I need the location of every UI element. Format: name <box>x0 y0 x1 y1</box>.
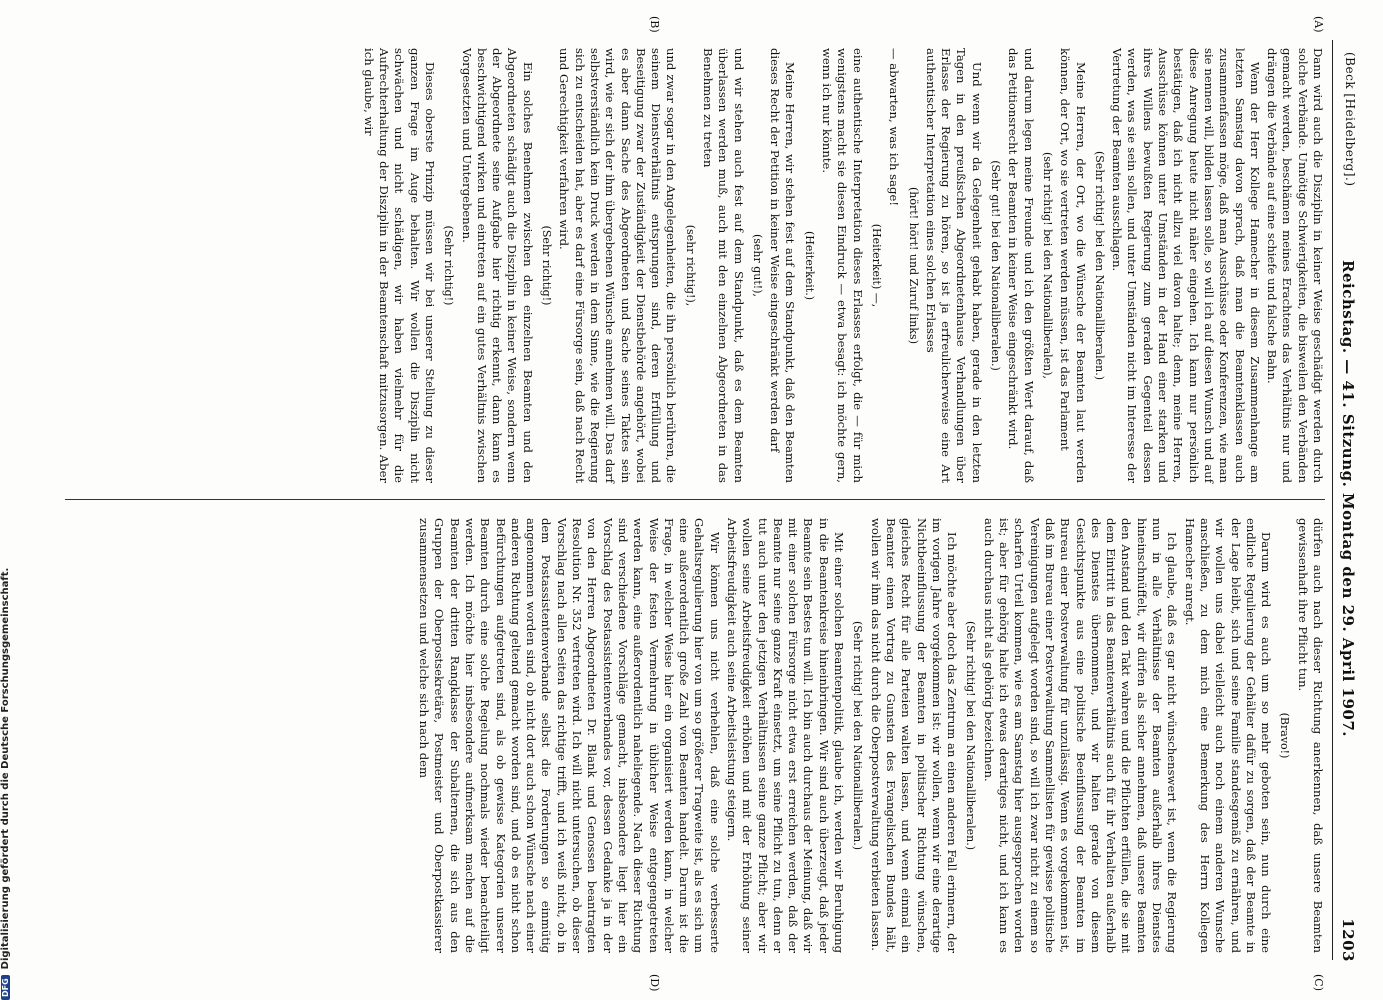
interjection: (Sehr richtig! bei den Nationalliberalen.) <box>964 620 978 850</box>
column-separator <box>65 499 1325 500</box>
digitization-credit <box>0 0 16 1000</box>
running-header <box>1333 30 1361 970</box>
header-speaker: (Beck [Heidelberg].) <box>1343 52 1357 187</box>
interjection: (Sehr richtig! bei den Nationalliberalen.) <box>1092 150 1106 380</box>
interjection: (Sehr richtig! bei den Nationalliberalen.) <box>851 620 865 850</box>
interjection: (Sehr richtig!) <box>442 225 456 306</box>
margin-marker-a: (A) <box>1312 16 1325 33</box>
paragraph: Dieses oberste Prinzip müssen wir bei unserer Stellung zu dieser ganzen Frage im Auge behalten. Wir wollen die Disziplin nicht schwächen und nicht schädigen, wir haben vielmehr für die Aufrechterhaltung der Disziplin in der Beamtenschaft mitzusorgen. Aber ich glaube, wir <box>361 48 437 483</box>
margin-marker-b: (B) <box>648 16 661 33</box>
margin-marker-d: (D) <box>648 974 661 992</box>
paragraph: Meine Herren, der Ort, wo die Wünsche der Beamten laut werden können, der Ort, wo sie vertreten werden müssen, ist das Parlament <box>1058 48 1088 483</box>
page-number: 1203 <box>1339 918 1357 962</box>
paragraph: Darum wird es auch um so mehr geboten sein, nun durch eine endliche Regulierung der Gehälter dafür zu sorgen, daß der Beamte in der Lage bleibt, sich und seine Familie standesgemäß zu ernähren, und wir wollen uns dabei vielleicht auch noch einem anderen Wunsche anschließen, zu dem mich eine Bemerkung des Herrn Kollegen Hamecher anregt. <box>1182 518 1274 953</box>
paragraph: Mit einer solchen Beamtenpolitik, glaube ich, werden wir Beruhigung in die Beamtenkreise hineinbringen. Wir sind auch überzeugt, daß jeder Beamte sein Bestes tun will. Ich bin auch durchaus der Meinung, daß wir mit einer solchen Fürsorge nicht etwa erst erreichen werden, daß der Beamte nur seine ganze Kraft einsetzt, um seine Pflicht zu tun, denn er tut auch unter den jetzigen Verhältnissen seine ganze Pflicht; aber wir wollen seine Arbeitsfreudigkeit erhöhen und mit der Erhöhung seiner Arbeitsfreudigkeit auch seine Arbeitsleistung steigern. <box>725 518 847 953</box>
interjection: (Heiterkeit.) <box>802 230 816 300</box>
text-column-left <box>358 48 1325 483</box>
paragraph: Meine Herren, wir stehen fest auf dem Standpunkt, daß den Beamten dieses Recht der Petition in keiner Weise eingeschränkt werden darf <box>768 48 798 483</box>
paragraph: Wir können uns nicht verhehlen, daß eine solche verbesserte Gehaltsregulierung hier von um so größerer Tragweite ist, als es sich um eine außerordentlich große Zahl von Beamten handelt. Darum ist die Frage, in welcher Weise hier ein organisiert werden kann, in welcher Weise der festen Vermehrung in üblicher Weise entgegengetreten werden kann, eine außerordentlich naheliegende. Nach dieser Richtung sind verschiedene Vorschläge gemacht, insbesondere liegt hier ein Vorschlag des Postassistentenverbandes vor, dessen Gedanke ja in der von den Herren Abgeordneten Dr. Blank und Genossen beantragten Resolution Nr. 352 vertreten wird. Ich will nicht untersuchen, ob dieser Vorschlag nach allen Seiten das richtige trifft, und ich weiß nicht, ob in dem Postassistentenverbande selbst die Forderungen so einmütig angenommen worden sind, ob nicht dort auch schon Wünsche nach einer anderen Richtung geltend gemacht worden sind, und ob es nicht schon Befürchtungen aufgetreten sind, als ob gewisse Kategorien unserer Beamten durch eine solche Regelung nochmals wieder benachteiligt werden. Ich möchte hier insbesondere aufmerksam machen auf die Beamten der dritten Rangklasse der Subalternen, die sich aus den Gruppen der Oberpostsekretäre, Postmeister und Oberpostkassierer zusammensetzen und welche sich nach dem <box>417 518 722 953</box>
paragraph: Ich glaube, daß es gar nicht wünschenswert ist, wenn die Regierung nun in alle Verhältnisse der Beamten außerhalb ihres Dienstes hineinschnüffelt, wir dürfen als sicher annehmen, daß unsere Beamten den Anstand und den Takt wahren und die Pflichten erfüllen, die sie mit dem Eintritt in das Beamtenverhältnis auch für ihr Verhalten außerhalb des Dienstes übernommen, und wir halten gerade von diesem Gesichtspunkte aus eine politische Beeinflussung der Beamten im Bureau einer Postverwaltung für unzulässig. Wenn es vorgekommen ist, daß im Bureau einer Postverwaltung Sammellisten für gewisse politische Vereinigungen aufgelegt worden sind, so will ich zwar nicht zu einem so scharfen Urteil kommen, wie es am Samstag hier ausgesprochen worden ist; aber für gehörig halte ich etwas derartiges nicht, und ich kann es auch durchaus nicht als gehörig bezeichnen. <box>981 518 1180 953</box>
interjection: (Sehr gut! bei den Nationalliberalen.) <box>989 160 1003 371</box>
interjection: (Sehr richtig!) <box>540 225 554 306</box>
interjection: (Heiterkeit) —, <box>869 223 883 308</box>
interjection: (sehr gut!), <box>750 233 764 298</box>
interjection: (sehr richtig!), <box>683 224 697 307</box>
digitization-credit-text: Digitalisierung gefördert durch die Deutsche Forschungsgemeinschaft. <box>0 567 11 970</box>
paragraph: und darum legen meine Freunde und ich den größten Wert darauf, daß das Petitionsrecht der Beamten in keiner Weise eingeschränkt wird. <box>1006 48 1036 483</box>
header-title: Reichstag. — 41. Sitzung. Montag den 29. April 1907. <box>1339 260 1357 738</box>
text-column-right <box>414 518 1325 953</box>
rotated-page-frame <box>46 16 1361 992</box>
paragraph: Ich möchte aber doch das Zentrum an einen anderen Fall erinnern, der im vorigen Jahre vorgekommen ist: wir wollen, wenn wir eine derartige Nichtbeeinflussung der Beamten in politischer Richtung wünschen, gleiches Recht für alle Parteien walten lassen, und wenn einmal ein Beamter einen Vortrag zu Gunsten des Evangelischen Bundes hält, wollen wir ihm das nicht durch die Oberpostverwaltung verbieten lassen. <box>868 518 960 953</box>
paragraph: Ein solches Benehmen zwischen den einzelnen Beamten und den Abgeordneten schädigt auch die Disziplin in keiner Weise, sondern wenn der Abgeordnete seine Aufgabe hier richtig erkennt, dann kann es beschwichtigend wirken und eintreten auf ein gutes Verhältnis zwischen Vorgesetzten und Untergebenen. <box>459 48 535 483</box>
paragraph: und wir stehen auch fest auf dem Standpunkt, daß es dem Beamten überlassen werden muß, auch mit den einzelnen Abgeordneten in das Benehmen zu treten <box>701 48 746 483</box>
paragraph: — abwarten, was ich sage! <box>887 48 902 206</box>
paragraph: Dann wird auch die Disziplin in keiner Weise geschädigt werden durch solche Verbände. Unnötige Schwierigkeiten, die bisweilen den Verbänden gemacht werden, beschämen meines Erachtens das Verhältnis nur und drängen die Verbände auf eine schiefe und falsche Bahn. <box>1265 48 1325 484</box>
paragraph: dürfen auch nach dieser Richtung anerkennen, daß unsere Beamten gewissenhaft ihre Pflicht tun. <box>1295 518 1325 953</box>
interjection: (hört! hört! und Zuruf links) <box>906 187 920 344</box>
interjection: (sehr richtig! bei den Nationalliberalen), <box>1040 151 1054 380</box>
header-rule <box>1332 40 1333 960</box>
dfg-logo: DFG <box>1 975 10 1000</box>
interjection: (Bravo!) <box>1278 712 1292 759</box>
paragraph: Wenn der Herr Kollege Hamecher in diesem Zusammenhange am letzten Samstag davon sprach, daß man die Beamtenklassen auch zusammenfassen möge, daß man Ausschüsse oder Konferenzen, wie man sie nennen will, bilden lassen solle, so will ich auf diesen Wunsch und auf diese Anregung heute nicht näher eingehen. Ich kann nur persönlich bestätigen, daß ich nicht allzu viel davon halte; denn, meine Herren, Ausschüsse können unter Umständen in der Hand einer starken und ihres Willens bewußten Regierung zum geraden Gegenteil dessen werden, was sie sein sollen, und unter Umständen nicht im Interesse der Vertretung der Beamten ausschlagen. <box>1110 48 1262 483</box>
margin-marker-c: (C) <box>1312 974 1325 991</box>
paragraph: eine authentische Interpretation dieses Erlasses erfolgt, die — für mich wenigstens macht sie diesen Eindruck — etwa besagt: ich möchte gern, wenn ich nur könnte. <box>820 48 865 483</box>
page-content <box>46 16 1361 992</box>
paragraph: Und wenn wir da Gelegenheit gehabt haben, gerade in den letzten Tagen in den preußischen Abgeordnetenhause Verhandlungen über Erlasse der Regierung zu hören, so ist ja erfreulicherweise eine Art authentischer Interpretation eines solchen Erlasses <box>923 48 984 483</box>
paragraph: und zwar sogar in den Angelegenheiten, die ihn persönlich berühren, die seinem Dienstverhältnis entsprungen sind, deren Erfüllung und Beseitigung zwar der Zuständigkeit der Dienstbehörde angehört, wobei es aber dann Sache des Abgeordneten und Sache seines Taktes sein wird, wie er sich der ihm übergebenen Wünsche annehmen will. Das darf selbstverständlich kein Druck werden in dem Sinne, wie die Regierung sich zu entscheiden hat, aber es darf eine Fürsorge sein, daß nach Recht und Gerechtigkeit verfahren wird. <box>557 48 679 483</box>
